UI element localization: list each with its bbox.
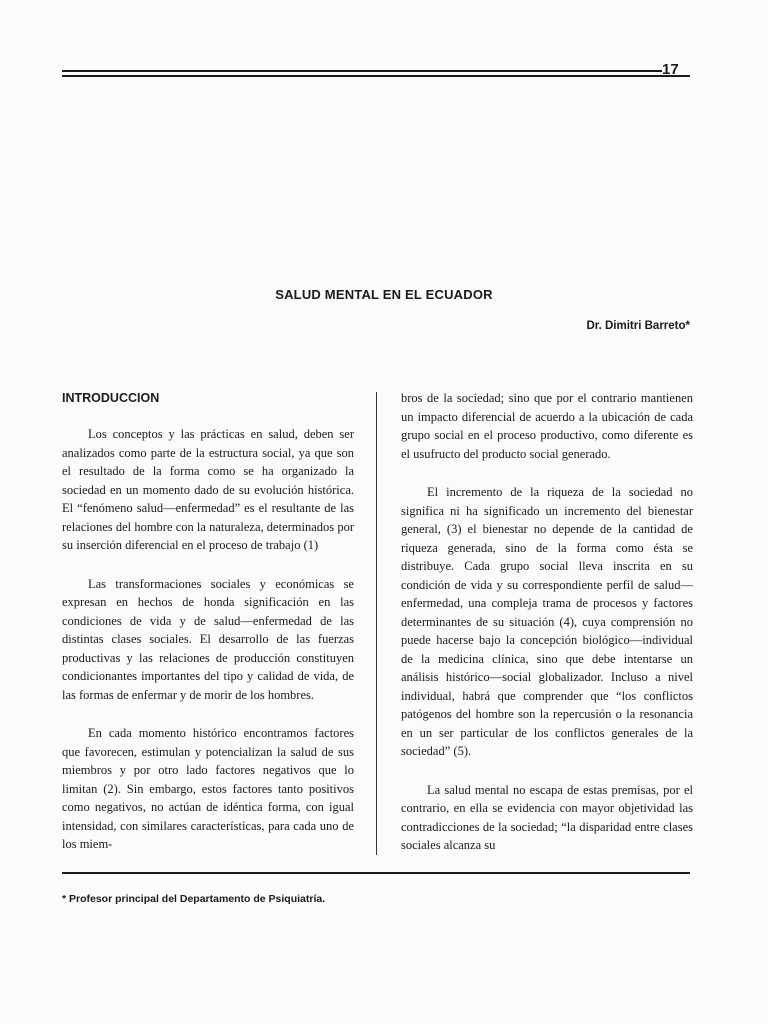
footnote: * Profesor principal del Departamento de Psiquiatría. (62, 893, 326, 905)
left-paragraph-3: En cada momento histórico encontramos factores que favorecen, estimulan y potencializan la salud de sus miembros y por otro lado factores negativos que lo limitan (2). Sin embargo, estos factores tanto positivos como negativos, no actúan de idéntica forma, con igual intensidad, con similares características, para cada uno de los miem- (62, 726, 354, 851)
article-author: Dr. Dimitri Barreto* (586, 320, 690, 332)
header-rule-top (62, 70, 662, 72)
right-paragraph-2: El incremento de la riqueza de la sociedad no significa ni ha significado un incremento del bienestar general, (3) el bienestar no depende de la cantidad de riqueza generada, sino de la forma como ésta se distribuye. Cada grupo social lleva inscrita en su condición de vida y su correspondiente perfil de salud—enfermedad, una compleja trama de procesos y factores determinantes de su situación (4), cuya comprensión no puede hacerse bajo la concepción biológico—individual de la medicina clínica, sino que debe intentarse un análisis histórico—social globalizador. Incluso a nivel individual, habrá que comprender que “los conflictos patógenos del hombre son la repercusión o la resonancia en un ser particular de los conflictos generales de la sociedad” (5). (401, 485, 693, 758)
header-rule-bottom (62, 75, 690, 77)
left-paragraph-2: Las transformaciones sociales y económicas se expresan en hechos de honda significación en las condiciones de vida y de salud—enfermedad de las distintas clases sociales. El desarrollo de las fuerzas productivas y las relaciones de producción constituyen condicionantes importantes del tipo y calidad de vida, de las formas de enfermar y de morir de los hombres. (62, 576, 354, 702)
right-paragraph-1: bros de la sociedad; sino que por el contrario mantienen un impacto diferencial de acuerdo a la ubicación de cada grupo social en el proceso productivo, como diferente es el usufructo del producto social generado. (401, 391, 693, 461)
article-title: SALUD MENTAL EN EL ECUADOR (275, 287, 493, 302)
footnote-rule (62, 872, 690, 874)
right-paragraph-3: La salud mental no escapa de estas premisas, por el contrario, en ella se evidencia con mayor objetividad las contradicciones de la sociedad; “la disparidad entre clases sociales alcanza su (401, 782, 693, 852)
left-paragraph-1: Los conceptos y las prácticas en salud, deben ser analizados como parte de la estructura social, ya que son el resultado de la forma como se ha organizado la sociedad en un momento dado de su evolución histórica. El “fenómeno salud—enfermedad” es el resultante de las relaciones del hombre con la naturaleza, determinados por su inserción diferencial en el proceso de trabajo (1) (62, 427, 354, 552)
column-divider (376, 392, 377, 855)
left-column (62, 390, 354, 874)
page-number: 17 (662, 61, 679, 78)
right-column (401, 389, 693, 875)
section-heading: INTRODUCCION (62, 391, 160, 405)
